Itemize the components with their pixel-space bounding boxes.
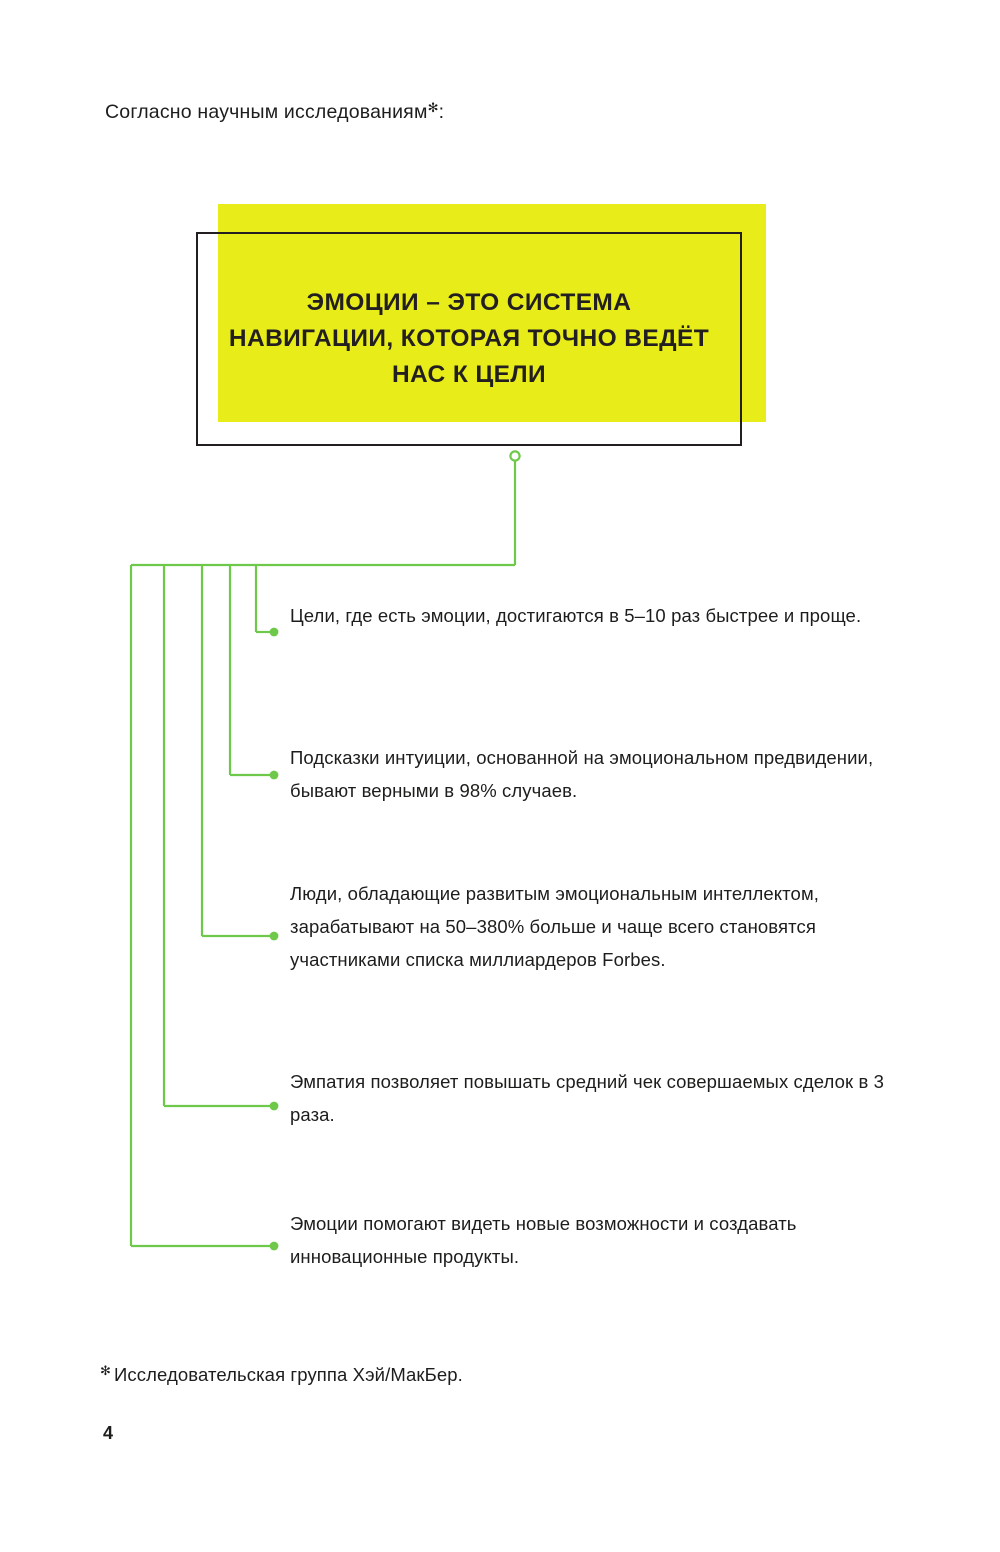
footnote <box>100 1363 463 1386</box>
footnote-marker-icon: ✻ <box>427 100 439 115</box>
page-number: 4 <box>103 1423 114 1443</box>
intro-line <box>105 100 444 124</box>
list-item: Люди, обладающие развитым эмоциональным интеллектом, зарабатывают на 50–380% больше и чаще всего становятся участниками списка миллиардеров Forbes. <box>290 883 819 970</box>
intro-text: Согласно научным исследованиям <box>105 101 428 123</box>
footnote-marker-icon: ✻ <box>100 1363 111 1378</box>
headline-block <box>196 204 766 454</box>
headline-text: ЭМОЦИИ – ЭТО СИСТЕМА НАВИГАЦИИ, КОТОРАЯ ТОЧНО ВЕДЁТ НАС К ЦЕЛИ <box>228 288 710 389</box>
list-item: Эмпатия позволяет повышать средний чек совершаемых сделок в 3 раза. <box>290 1071 885 1125</box>
list-item: Эмоции помогают видеть новые возможности и создавать инновационные продукты. <box>290 1213 797 1267</box>
intro-colon: : <box>438 101 445 123</box>
list-item: Подсказки интуиции, основанной на эмоциональном предвидении, бывают верными в 98% случаев. <box>290 747 874 801</box>
footnote-text: Исследовательская группа Хэй/МакБер. <box>114 1364 463 1385</box>
list-item: Цели, где есть эмоции, достигаются в 5–10 раз быстрее и проще. <box>290 605 862 626</box>
